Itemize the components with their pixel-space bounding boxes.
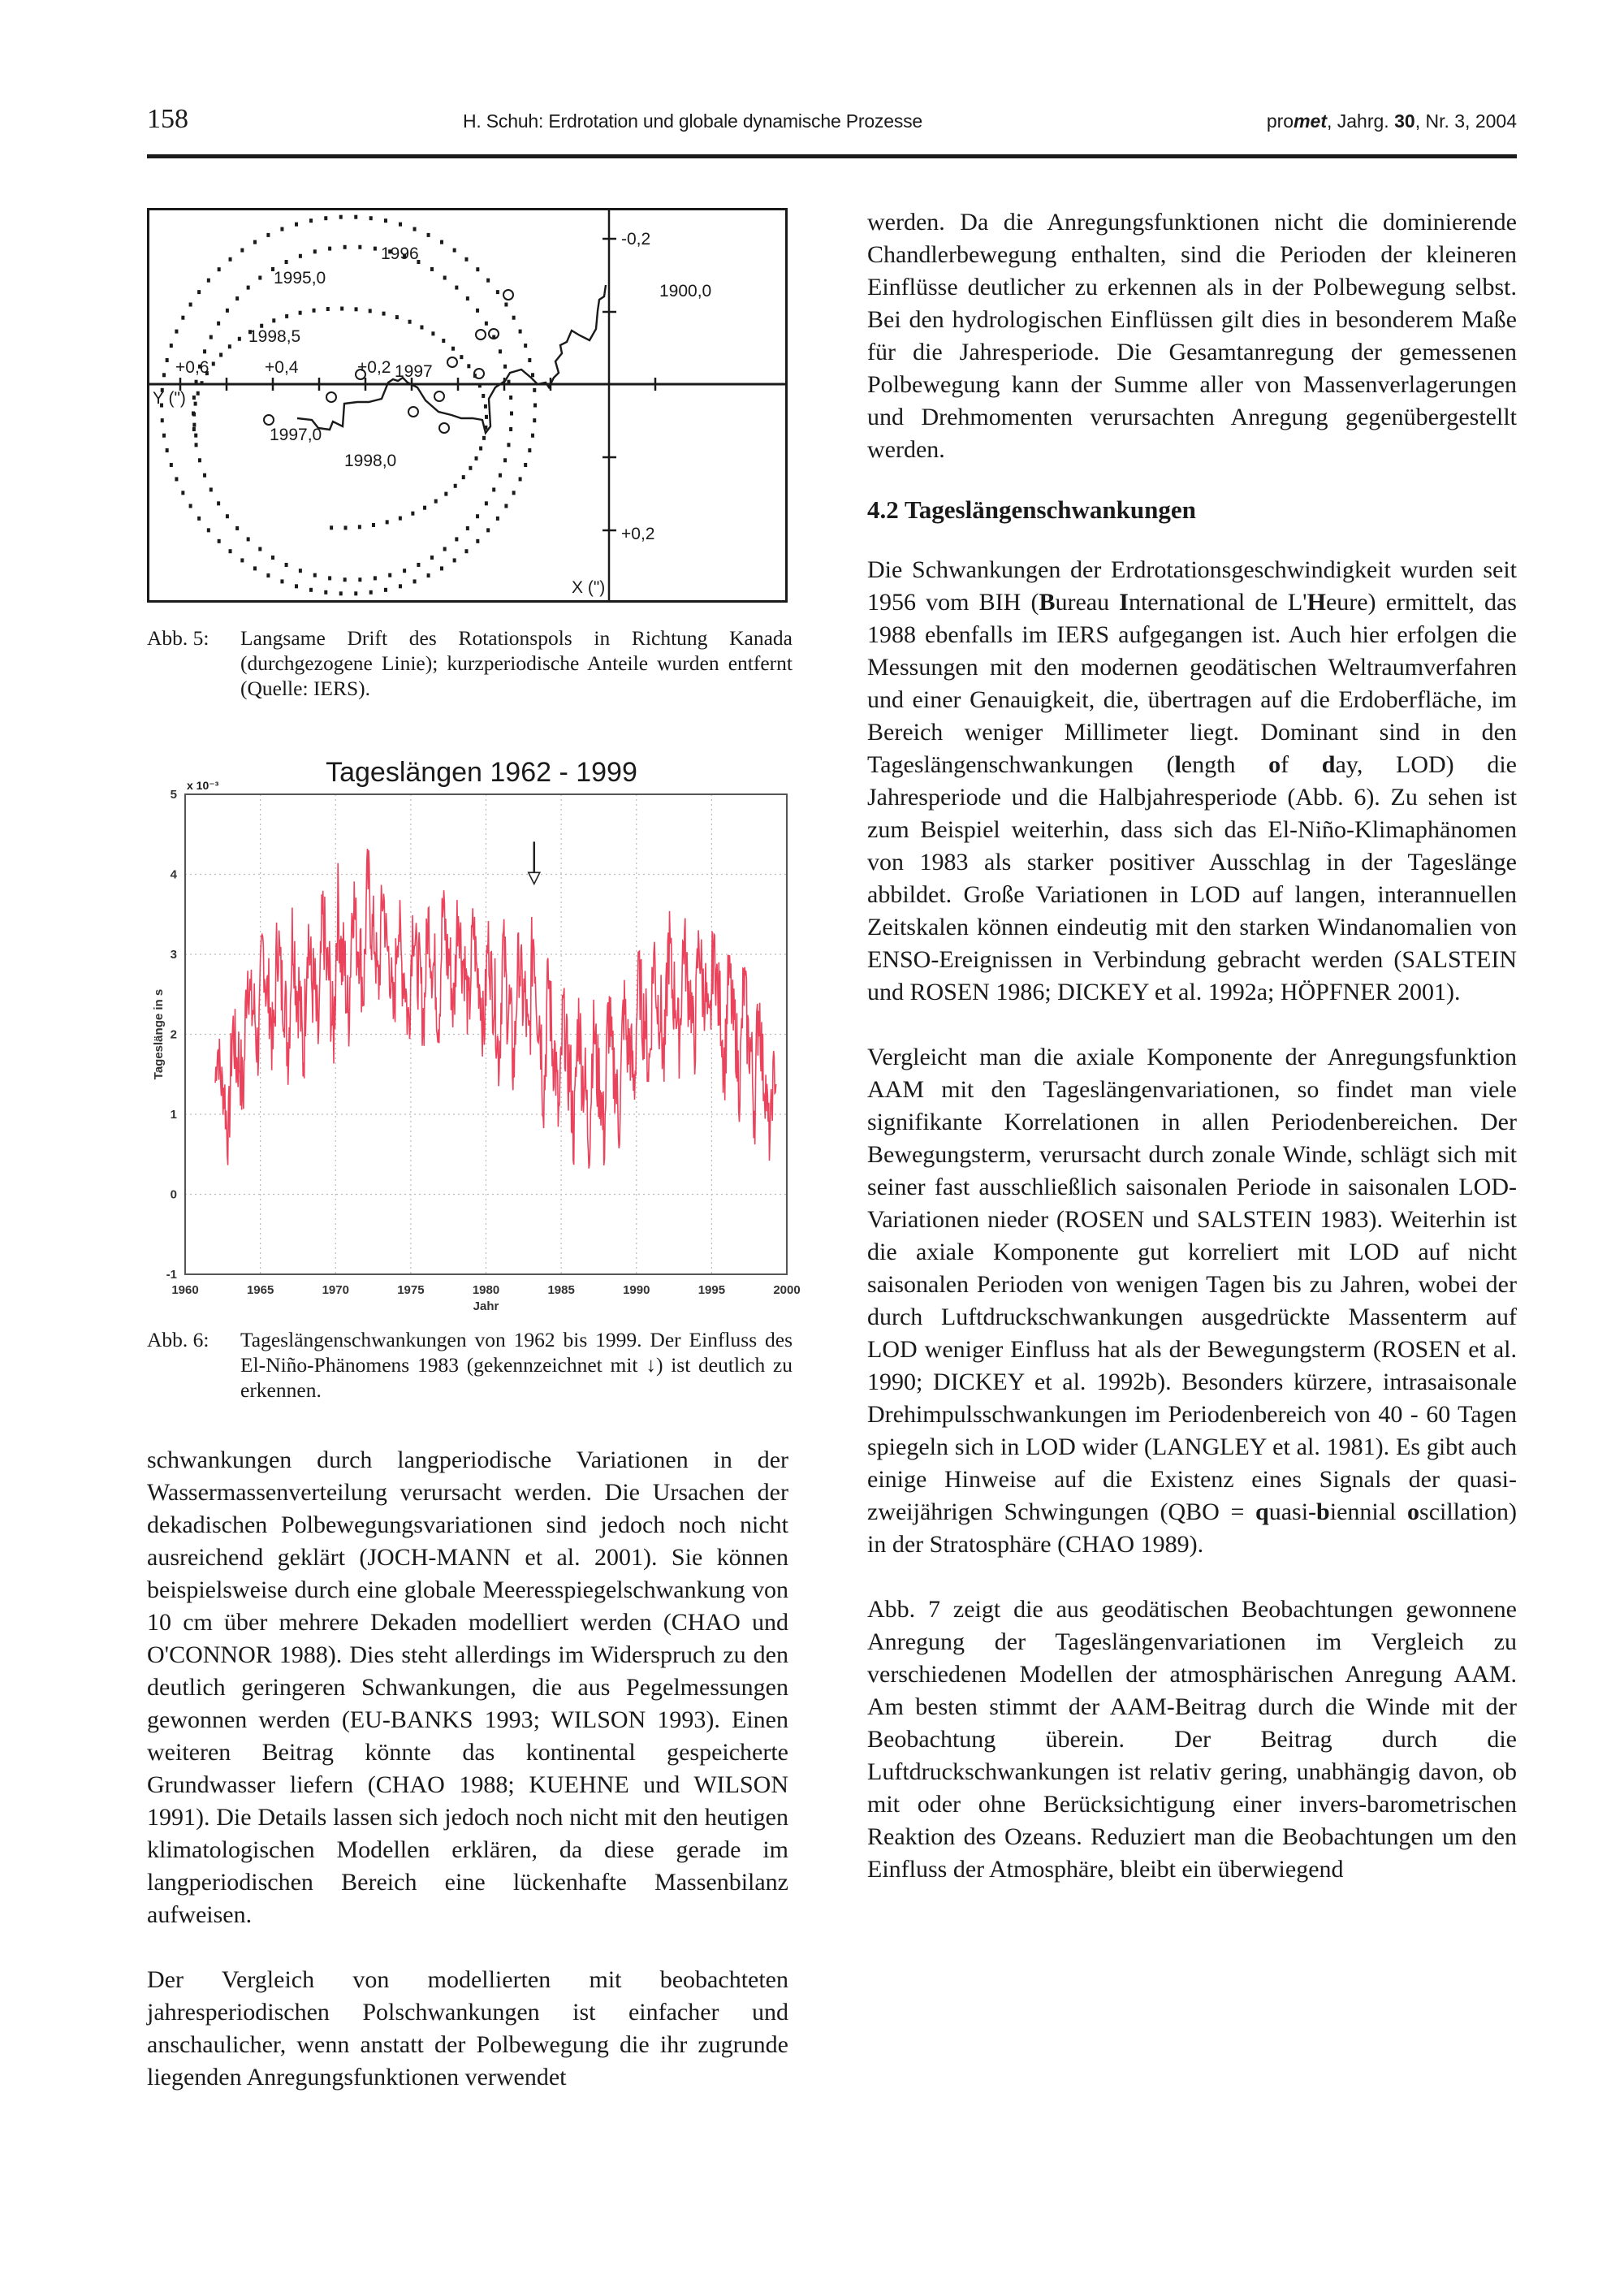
y-multiplier: x 10⁻³	[187, 779, 219, 792]
orbit-dot	[431, 331, 434, 335]
orbit-dot	[430, 556, 434, 560]
orbit-dot	[451, 347, 455, 351]
orbit-dot	[374, 576, 377, 580]
orbit-dot	[358, 577, 361, 582]
x-axis-label: X (")	[572, 578, 606, 597]
text-run: ength	[1181, 751, 1269, 778]
x-tick-label: 1965	[246, 1283, 274, 1297]
orbit-dot	[238, 337, 241, 341]
orbit-dot	[166, 448, 169, 452]
x-tick-labels	[171, 1283, 800, 1297]
text-run: eure) ermittelt, das 1988 ebenfalls im IERS aufgegangen ist. Auch hier erfolgen die Messungen mit den modernen geodätischen Weltraumverfahren und einer Genauigkeit, die, übertragen auf die Erdoberfläche, im Bereich weniger Millimeter liegt. Dominant sind in den Tageslängenschwankungen (	[867, 589, 1517, 778]
orbit-dot	[420, 325, 423, 329]
orbit-dot	[482, 394, 485, 398]
acronym-letter: B	[1039, 589, 1056, 616]
orbit-dot	[161, 418, 164, 422]
orbit-dot	[198, 458, 201, 462]
orbit-dot	[192, 396, 196, 400]
orbit-dot	[475, 456, 478, 460]
orbit-dot	[313, 573, 317, 577]
label-1900-0: 1900,0	[659, 282, 712, 301]
figure-5-polar-motion	[147, 208, 788, 603]
orbit-dot	[411, 512, 414, 516]
orbit-dot	[226, 309, 229, 313]
orbit-dot	[344, 525, 348, 530]
orbit-dot	[207, 279, 210, 283]
orbit-dot	[503, 365, 507, 369]
orbit-dot	[413, 579, 417, 583]
orbit-dot	[528, 358, 531, 362]
orbit-dot	[507, 443, 510, 447]
orbit-dot	[484, 404, 487, 409]
orbit-dot	[509, 427, 512, 431]
orbit-dot	[192, 413, 196, 417]
journal-italic: met	[1294, 110, 1327, 132]
orbit-dot	[218, 539, 221, 543]
label-1998-0: 1998,0	[344, 452, 397, 470]
right-text-column	[867, 206, 1517, 1886]
orbit-dot	[170, 344, 173, 348]
orbit-dot	[170, 463, 173, 467]
header-rule	[147, 154, 1517, 158]
orbit-dot	[339, 591, 343, 595]
orbit-dot	[399, 584, 402, 588]
orbit-dot	[464, 257, 468, 262]
orbit-dot	[175, 330, 178, 334]
text-run: scillation) in der Stratosphäre (CHAO 1989).	[867, 1498, 1517, 1558]
orbit-dot	[496, 290, 499, 294]
orbit-dot	[524, 463, 527, 467]
orbit-dot	[372, 523, 375, 527]
page-number: 158	[147, 104, 188, 134]
orbit-dot	[271, 556, 274, 560]
orbit-dot	[358, 525, 361, 529]
paragraph: Der Vergleich von modellierten mit beobachteten jahresperiodischen Polschwankungen ist einfacher und anschaulicher, wenn anstatt der Polbewegung die ihr zugrunde liegenden Anregungsfunktionen verwendet	[147, 1966, 788, 2091]
x-axis-label: Jahr	[473, 1299, 499, 1313]
tick-label-y-04: +0,4	[265, 358, 299, 377]
orbit-dot	[519, 477, 522, 481]
orbit-dot	[218, 267, 221, 271]
y-tick-label: -1	[166, 1268, 177, 1282]
journal-suffix: , Nr. 3, 2004	[1415, 110, 1517, 132]
paragraph: schwankungen durch langperiodische Variationen in der Wassermassenverteilung verursacht werden. Die Ursachen der dekadischen Polbewegungsvariationen sind jedoch noch nicht ausreichend geklärt (JOCH-MANN et al. 2001). Sie können beispielsweise durch eine globale Meeresspiegelschwankung von 10 cm über mehrere Dekaden modelliert werden (CHAO und O'CONNOR 1988). Dies steht allerdings im Widerspruch zu den deutlich geringeren Schwankungen, die aus Pegelmessungen gewonnen werden (EU-BANKS 1993; WILSON 1993). Einen weiteren Beitrag könnte das kontinental gespeicherte Grundwasser liefern (CHAO 1988; KUEHNE und WILSON 1991). Die Details lassen sich jedoch noch nicht mit den heutigen klimatologischen Modellen erklären, da diese gerade im langperiodischen Bereich eine lückenhafte Massenbilanz aufweisen.	[147, 1446, 788, 1928]
orbit-dot	[228, 344, 231, 348]
acronym-letter: o	[1268, 751, 1281, 778]
orbit-dot	[417, 563, 420, 567]
orbit-dot	[399, 223, 402, 227]
orbit-dot	[181, 491, 184, 495]
orbit-dot	[217, 322, 220, 326]
y-axis-label: Y (")	[153, 389, 186, 408]
orbit-dot	[374, 247, 377, 251]
orbit-dot	[272, 318, 275, 322]
orbit-dot	[496, 517, 499, 521]
orbit-dot	[460, 355, 463, 359]
orbit-dot	[455, 286, 458, 290]
orbit-dot	[253, 566, 257, 570]
orbit-dot	[507, 380, 510, 384]
x-tick-label: 1985	[547, 1283, 575, 1297]
orbit-dot	[399, 517, 402, 521]
orbit-dot	[504, 504, 508, 508]
orbit-dot	[454, 484, 457, 488]
text-run: iennial	[1329, 1498, 1408, 1525]
orbit-dot	[384, 588, 387, 592]
text-run: Vergleicht man die axiale Komponente der Anregungsfunktion AAM mit den Tageslängenvariationen, so findet man viele signifikante Korrelationen in allen Periodenbereichen. Der Bewegungsterm, verursacht durch zonale Winde, schlägt sich mit seiner fast ausschließlich saisonalen Periode in saisonalen LOD-Variationen nieder (ROSEN und SALSTEIN 1983). Weiterhin ist die axiale Komponente gut korreliert mit LOD auf nicht saisonalen Perioden von wenigen Tagen bis zu Jahren, wobei der durch Luftdruckschwankungen ausgedrückte Massenterm auf LOD weniger Einfluss hat als der Bewegungsterm (ROSEN et al. 1990; DICKEY et al. 1992b). Besonders kürzere, intrasaisonale Drehimpulsschwankungen im Periodenbereich von 40 - 60 Tagen spiegeln sich in LOD wider (LANGLEY et al. 1981). Es gibt auch einige Hinweise auf die Existenz eines Signals der quasi-zweijährigen Schwingungen (QBO =	[867, 1044, 1517, 1525]
y-tick-label: 5	[170, 788, 177, 802]
journal-reference	[1267, 110, 1517, 132]
acronym-letter: q	[1255, 1498, 1269, 1525]
orbit-dot	[247, 537, 250, 541]
orbit-dot	[192, 427, 196, 431]
orbit-dot	[212, 361, 215, 365]
orbit-dot	[197, 391, 200, 396]
orbit-dot	[492, 487, 495, 491]
label-1996: 1996	[381, 244, 419, 263]
orbit-dot	[443, 276, 447, 280]
orbit-dot	[299, 254, 302, 258]
orbit-dot	[531, 434, 534, 438]
orbit-dot	[166, 358, 169, 362]
orbit-dot	[455, 537, 458, 541]
acronym-letter: H	[1307, 589, 1326, 616]
orbit-dot	[524, 344, 527, 348]
orbit-dot	[443, 547, 447, 551]
lod-chart	[146, 747, 812, 1316]
orbit-dot	[528, 448, 531, 452]
orbit-dot	[197, 517, 201, 521]
orbit-dot	[485, 322, 488, 326]
acronym-letter: I	[1119, 589, 1129, 616]
marker-circle	[476, 330, 486, 339]
caption-text: Langsame Drift des Rotationspols in Richtung Kanada (durchgezogene Linie); kurzperiodische Anteile wurden entfernt (Quelle: IERS).	[240, 626, 793, 700]
orbit-dot	[533, 388, 536, 392]
left-text-column	[147, 1444, 788, 2094]
caption-label: Abb. 5:	[147, 626, 209, 650]
orbit-dot	[295, 584, 298, 588]
label-1998-5: 1998,5	[248, 327, 301, 346]
orbit-dot	[162, 434, 166, 438]
orbit-dot	[478, 383, 482, 387]
orbit-dot	[203, 473, 206, 478]
orbit-dot	[382, 312, 386, 316]
label-1995-0: 1995,0	[274, 269, 326, 288]
orbit-dot	[354, 215, 357, 219]
orbit-dot	[509, 396, 512, 400]
orbit-dot	[469, 466, 472, 470]
orbit-dot	[309, 218, 313, 223]
acronym-letter: d	[1321, 751, 1336, 778]
orbit-dot	[440, 240, 443, 244]
orbit-dot	[476, 309, 479, 313]
orbit-dot	[486, 279, 490, 283]
orbit-dot	[476, 539, 479, 543]
orbit-dot	[266, 233, 270, 237]
orbit-dot	[466, 296, 469, 301]
orbit-dot	[162, 373, 166, 377]
arrow-head	[529, 872, 540, 884]
orbit-dot	[485, 415, 488, 419]
label-1997-0: 1997,0	[270, 426, 322, 444]
tick-label-x-pos02: +0,2	[621, 525, 655, 543]
orbit-dot	[240, 558, 244, 562]
orbit-dot	[427, 233, 430, 237]
orbit-dot	[194, 434, 197, 438]
acronym-letter: b	[1316, 1498, 1330, 1525]
orbit-dot	[197, 290, 201, 294]
orbit-dot	[207, 528, 210, 532]
orbit-dot	[328, 576, 331, 580]
running-title: H. Schuh: Erdrotation und globale dynamische Prozesse	[463, 110, 923, 132]
orbit-dot	[313, 249, 317, 253]
orbit-dot	[266, 573, 270, 577]
text-run: ay, LOD) die Jahresperiode und die Halbjahresperiode (Abb. 6). Zu sehen ist zum Beispiel weiterhin, dass sich das El-Niño-Klimaphänomen von 1983 als starker positiver Ausschlag in der Tageslänge abbildet. Große Variationen in LOD auf langen, interannuellen Zeitskalen können eindeutig mit den starken Windanomalien von ENSO-Ereignissen in Verbindung gebracht werden (SALSTEIN und ROSEN 1986; DICKEY et al. 1992a; HÖPFNER 2001).	[867, 751, 1517, 1005]
orbit-dot	[354, 591, 357, 595]
journal-volume: 30	[1394, 110, 1415, 132]
orbit-dot	[299, 311, 302, 315]
orbit-dot	[280, 579, 283, 583]
orbit-dot	[434, 499, 438, 504]
orbit-dot	[240, 249, 244, 253]
orbit-dot	[324, 590, 327, 595]
marker-circle	[264, 415, 274, 425]
orbit-dot	[466, 526, 469, 530]
orbit-dot	[181, 316, 184, 320]
orbit-dot	[280, 227, 283, 231]
caption-label: Abb. 6:	[147, 1328, 209, 1351]
x-tick-label: 1970	[322, 1283, 349, 1297]
acronym-letter: l	[1174, 751, 1181, 778]
orbit-dot	[453, 558, 456, 562]
orbit-dot	[285, 314, 288, 318]
orbit-dot	[388, 573, 391, 577]
y-tick-label: 4	[170, 867, 177, 882]
orbit-dot	[533, 418, 536, 422]
marker-circle	[474, 369, 484, 378]
marker-circle	[326, 392, 336, 402]
orbit-dot	[285, 563, 288, 567]
orbit-dot	[285, 260, 288, 264]
orbit-dot	[340, 307, 343, 311]
orbit-dot	[195, 443, 198, 447]
orbit-dot	[229, 549, 232, 553]
orbit-dot	[503, 458, 507, 462]
chart-title: Tageslängen 1962 - 1999	[326, 757, 637, 788]
orbit-dot	[235, 296, 239, 301]
orbit-dot	[479, 447, 482, 451]
y-axis-label: Tageslänge in s	[152, 988, 166, 1080]
orbit-dot	[486, 528, 490, 532]
orbit-dot	[339, 215, 343, 219]
y-tick-label: 1	[170, 1108, 177, 1122]
orbit-dot	[355, 307, 358, 311]
orbit-dot	[482, 436, 486, 440]
journal-middle: , Jahrg.	[1326, 110, 1395, 132]
orbit-dot	[413, 227, 417, 231]
acronym-letter: o	[1407, 1498, 1420, 1525]
orbit-dot	[209, 487, 213, 491]
orbit-dot	[358, 245, 361, 249]
tick-label-y-02: +0,2	[357, 358, 391, 377]
orbit-dot	[430, 267, 434, 271]
orbit-dot	[209, 335, 213, 339]
figure-6-lod-chart	[146, 747, 812, 1316]
paragraph	[867, 554, 1517, 1009]
orbit-dot	[476, 267, 479, 271]
orbit-dot	[485, 501, 488, 505]
figure-5-caption	[147, 625, 797, 707]
orbit-dot	[369, 309, 372, 313]
section-heading: 4.2 Tageslängenschwankungen	[867, 495, 1196, 524]
x-tick-label: 1980	[472, 1283, 500, 1297]
marker-circle	[503, 290, 513, 300]
polar-motion-diagram	[149, 210, 785, 600]
orbit-dot	[476, 514, 479, 518]
orbit-dot	[299, 569, 302, 573]
paragraph: werden. Da die Anregungsfunktionen nicht die dominierende Chandlerbewegung enthalten, sind die Perioden der kleineren Einflüsse deutlicher zu erkennen als in der Polbewegung selbst. Bei den hydrologischen Einflüssen gilt dies in besonderem Maße für die Jahresperiode. Die Gesamtanregung der gemessenen Polbewegung kann der Summe aller von Massenverlagerungen und Drehmomenten verursachten Anregung gegenübergestellt werden.	[867, 209, 1517, 463]
text-run: uasi-	[1268, 1498, 1317, 1525]
text-run: ureau	[1055, 589, 1120, 616]
orbit-dot	[247, 286, 250, 290]
orbit-dot	[427, 573, 430, 577]
orbit-dot	[442, 339, 445, 343]
orbit-dot	[423, 506, 426, 510]
orbit-dot	[504, 303, 508, 307]
orbit-dot	[203, 349, 206, 353]
orbit-dot	[369, 590, 373, 595]
orbit-dot	[510, 412, 513, 416]
orbit-dot	[235, 526, 239, 530]
x-tick-label: 2000	[773, 1283, 801, 1297]
orbit-dot	[384, 218, 387, 223]
orbit-dot	[386, 520, 389, 524]
chandler-dotted-orbits	[160, 215, 537, 596]
orbit-dot	[226, 514, 229, 518]
orbit-dot	[512, 491, 516, 495]
y-tick-labels	[166, 788, 178, 1282]
orbit-dot	[467, 364, 470, 368]
orbit-dot	[192, 423, 196, 427]
orbit-dot	[326, 307, 330, 311]
marker-circle	[434, 391, 444, 401]
x-tick-label: 1990	[623, 1283, 650, 1297]
caption-text: Tageslängenschwankungen von 1962 bis 1999. Der Einfluss des El-Niño-Phänomens 1983 (gekennzeichnet mit ↓) ist deutlich zu erkennen.	[240, 1328, 793, 1402]
tick-label-y-06: +0,6	[175, 358, 209, 377]
paragraph	[867, 1041, 1517, 1561]
orbit-dot	[395, 315, 399, 319]
label-1997: 1997	[395, 362, 433, 381]
marker-circle	[408, 407, 418, 417]
paragraph: Abb. 7 zeigt die aus geodätischen Beobachtungen gewonnene Anregung der Tageslängenvariationen im Vergleich zu verschiedenen Modellen der atmosphärischen Anregung AAM. Am besten stimmt der AAM-Beitrag durch die Winde mit der Beobachtung überein. Der Beitrag durch die Luftdruckschwankungen ist relativ gering, unabhängig davon, ob mit oder ohne Berücksichtigung einer invers-barometrischen Reaktion des Ozeans. Reduziert man die Beobachtungen um den Einfluss der Atmosphäre, bleibt ein überwiegend	[867, 1596, 1517, 1883]
orbit-dot	[403, 569, 406, 573]
y-tick-label: 3	[170, 948, 177, 962]
orbit-dot	[324, 216, 327, 220]
y-tick-label: 2	[170, 1027, 177, 1042]
marker-circle	[439, 423, 449, 433]
orbit-dot	[194, 402, 197, 406]
orbit-dot	[499, 349, 502, 353]
el-nino-arrow-annotation	[529, 841, 540, 884]
orbit-dot	[189, 303, 192, 307]
orbit-dot	[309, 588, 313, 592]
orbit-dot	[330, 525, 333, 530]
orbit-dot	[175, 477, 178, 481]
lod-line	[215, 849, 776, 1169]
text-run: Die Schwankungen der Erdrotationsgeschwindigkeit wurden seit 1956 vom BIH (	[867, 556, 1517, 616]
journal-prefix: pro	[1266, 110, 1294, 132]
orbit-dot	[195, 380, 198, 384]
x-tick-label: 1975	[397, 1283, 425, 1297]
x-tick-label: 1995	[698, 1283, 726, 1297]
y-tick-label: 0	[170, 1187, 177, 1202]
x-tick-label: 1960	[171, 1283, 199, 1297]
orbit-dot	[408, 320, 412, 324]
orbit-dot	[440, 566, 443, 570]
orbit-dot	[219, 352, 222, 357]
orbit-dot	[343, 245, 347, 249]
orbit-dot	[200, 381, 203, 385]
orbit-dot	[531, 373, 534, 377]
orbit-dot	[533, 404, 537, 408]
orbit-dot	[453, 249, 456, 253]
orbit-dot	[258, 547, 261, 551]
lod-series	[215, 849, 776, 1169]
orbit-dot	[229, 257, 232, 262]
orbit-dot	[512, 316, 516, 320]
orbit-dot	[189, 504, 192, 508]
orbit-dot	[313, 309, 316, 313]
orbit-dot	[519, 330, 522, 334]
orbit-dot	[499, 473, 502, 478]
grid	[185, 794, 787, 1274]
orbit-dot	[295, 223, 298, 227]
orbit-dot	[464, 549, 468, 553]
marker-circle	[447, 357, 457, 367]
text-run: nternational de L'	[1128, 589, 1307, 616]
orbit-dot	[328, 247, 331, 251]
orbit-dot	[462, 475, 465, 479]
orbit-dot	[258, 276, 261, 280]
tick-label-x-neg02: -0,2	[621, 230, 651, 249]
orbit-dot	[343, 577, 347, 582]
orbit-dot	[369, 216, 373, 220]
figure-6-caption	[147, 1327, 797, 1408]
orbit-dot	[217, 501, 220, 505]
text-run: f	[1281, 751, 1322, 778]
orbit-dot	[253, 240, 257, 244]
orbit-dot	[444, 492, 447, 496]
